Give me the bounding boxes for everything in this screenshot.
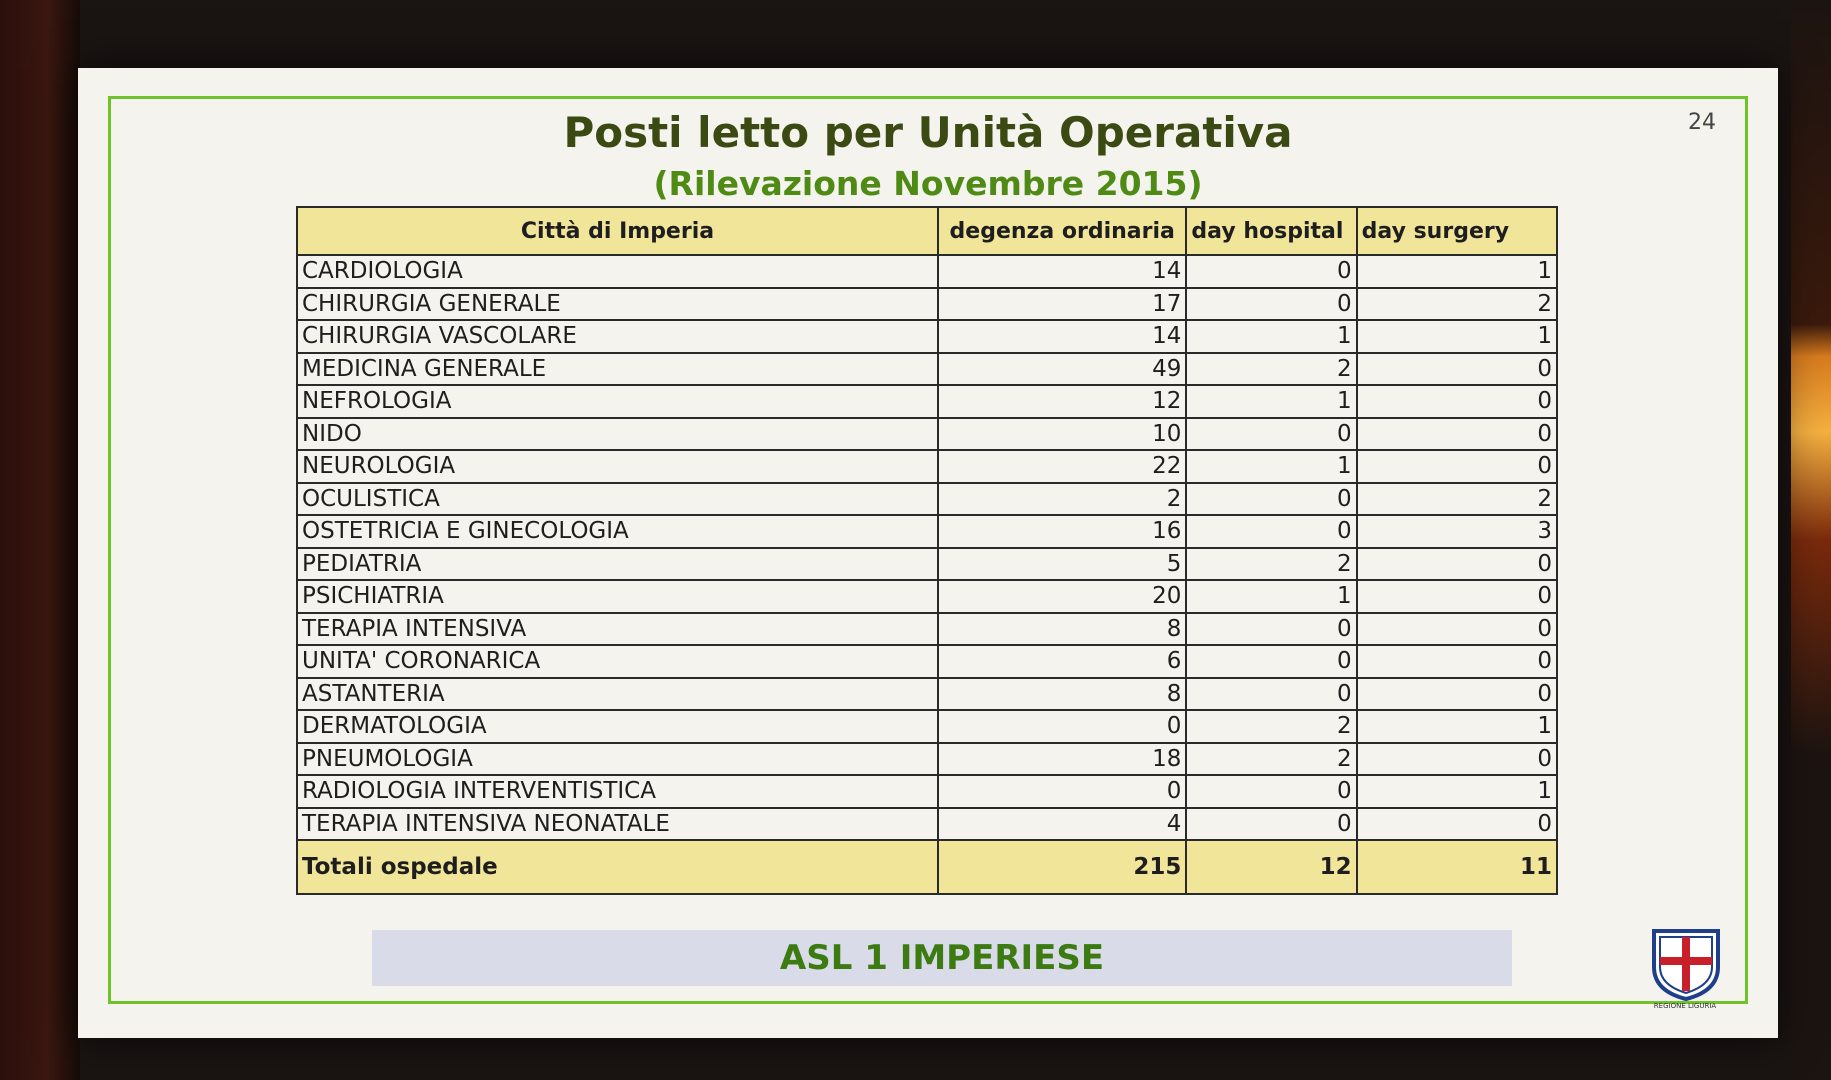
table-row [297, 580, 1557, 613]
day-hospital-cell: 1 [1186, 320, 1356, 353]
day-surgery-cell: 0 [1357, 678, 1557, 711]
unit-name-cell: OCULISTICA [297, 483, 938, 516]
day-surgery-cell: 0 [1357, 580, 1557, 613]
projection-screen [78, 68, 1778, 1038]
degenza-ordinaria-cell: 18 [938, 743, 1186, 776]
degenza-ordinaria-cell: 22 [938, 450, 1186, 483]
totals-day-hospital: 12 [1186, 840, 1356, 894]
table-row [297, 678, 1557, 711]
day-hospital-cell: 2 [1186, 710, 1356, 743]
regione-liguria-crest-icon [1646, 923, 1726, 1003]
degenza-ordinaria-cell: 16 [938, 515, 1186, 548]
day-surgery-cell: 1 [1357, 775, 1557, 808]
degenza-ordinaria-cell: 12 [938, 385, 1186, 418]
day-surgery-cell: 0 [1357, 353, 1557, 386]
table-header-row [297, 207, 1557, 255]
day-surgery-cell: 1 [1357, 710, 1557, 743]
beds-table [296, 206, 1558, 895]
totals-ordinaria: 215 [938, 840, 1186, 894]
table-row [297, 710, 1557, 743]
day-surgery-cell: 0 [1357, 613, 1557, 646]
logo-caption: REGIONE LIGURIA [1653, 1002, 1717, 1010]
day-hospital-cell: 0 [1186, 808, 1356, 841]
day-surgery-cell: 3 [1357, 515, 1557, 548]
degenza-ordinaria-cell: 8 [938, 613, 1186, 646]
table-row [297, 613, 1557, 646]
degenza-ordinaria-cell: 49 [938, 353, 1186, 386]
table-row [297, 808, 1557, 841]
footer-band: ASL 1 IMPERIESE [372, 930, 1512, 986]
degenza-ordinaria-cell: 14 [938, 255, 1186, 288]
day-hospital-cell: 1 [1186, 450, 1356, 483]
unit-name-cell: CHIRURGIA VASCOLARE [297, 320, 938, 353]
unit-name-cell: PNEUMOLOGIA [297, 743, 938, 776]
unit-name-cell: NEUROLOGIA [297, 450, 938, 483]
degenza-ordinaria-cell: 2 [938, 483, 1186, 516]
slide-title: Posti letto per Unità Operativa [563, 108, 1293, 157]
table-row [297, 743, 1557, 776]
day-surgery-cell: 0 [1357, 743, 1557, 776]
day-hospital-cell: 1 [1186, 385, 1356, 418]
totals-row [297, 840, 1557, 894]
unit-name-cell: NIDO [297, 418, 938, 451]
day-hospital-cell: 0 [1186, 288, 1356, 321]
unit-name-cell: MEDICINA GENERALE [297, 353, 938, 386]
degenza-ordinaria-cell: 20 [938, 580, 1186, 613]
degenza-ordinaria-cell: 10 [938, 418, 1186, 451]
totals-label: Totali ospedale [297, 840, 938, 894]
unit-name-cell: PEDIATRIA [297, 548, 938, 581]
degenza-ordinaria-cell: 5 [938, 548, 1186, 581]
day-hospital-cell: 0 [1186, 775, 1356, 808]
day-hospital-cell: 0 [1186, 645, 1356, 678]
table-row [297, 385, 1557, 418]
day-hospital-cell: 0 [1186, 613, 1356, 646]
unit-name-cell: TERAPIA INTENSIVA [297, 613, 938, 646]
room-background-left [0, 0, 80, 1080]
day-hospital-cell: 1 [1186, 580, 1356, 613]
table-row [297, 645, 1557, 678]
table-row [297, 483, 1557, 516]
day-surgery-cell: 1 [1357, 255, 1557, 288]
room-background-right [1791, 0, 1831, 1080]
day-hospital-cell: 0 [1186, 483, 1356, 516]
day-surgery-cell: 0 [1357, 385, 1557, 418]
table-body [297, 255, 1557, 840]
table-row [297, 515, 1557, 548]
table-row [297, 255, 1557, 288]
unit-name-cell: PSICHIATRIA [297, 580, 938, 613]
degenza-ordinaria-cell: 17 [938, 288, 1186, 321]
day-hospital-cell: 0 [1186, 418, 1356, 451]
day-surgery-cell: 0 [1357, 450, 1557, 483]
day-hospital-cell: 0 [1186, 678, 1356, 711]
slide-number: 24 [1688, 110, 1716, 135]
degenza-ordinaria-cell: 0 [938, 710, 1186, 743]
unit-name-cell: TERAPIA INTENSIVA NEONATALE [297, 808, 938, 841]
day-surgery-cell: 2 [1357, 288, 1557, 321]
table-row [297, 353, 1557, 386]
table-row [297, 320, 1557, 353]
table-row [297, 548, 1557, 581]
day-hospital-cell: 2 [1186, 743, 1356, 776]
degenza-ordinaria-cell: 8 [938, 678, 1186, 711]
day-surgery-cell: 1 [1357, 320, 1557, 353]
unit-name-cell: OSTETRICIA E GINECOLOGIA [297, 515, 938, 548]
day-hospital-cell: 0 [1186, 255, 1356, 288]
degenza-ordinaria-cell: 4 [938, 808, 1186, 841]
unit-name-cell: RADIOLOGIA INTERVENTISTICA [297, 775, 938, 808]
unit-name-cell: CHIRURGIA GENERALE [297, 288, 938, 321]
table-row [297, 775, 1557, 808]
unit-name-cell: NEFROLOGIA [297, 385, 938, 418]
table-row [297, 450, 1557, 483]
header-degenza-ordinaria: degenza ordinaria [938, 207, 1186, 255]
day-surgery-cell: 0 [1357, 418, 1557, 451]
degenza-ordinaria-cell: 6 [938, 645, 1186, 678]
totals-day-surgery: 11 [1357, 840, 1557, 894]
day-surgery-cell: 0 [1357, 645, 1557, 678]
day-hospital-cell: 0 [1186, 515, 1356, 548]
day-hospital-cell: 2 [1186, 353, 1356, 386]
table-row [297, 418, 1557, 451]
header-day-hospital: day hospital [1186, 207, 1356, 255]
slide-subtitle: (Rilevazione Novembre 2015) [653, 164, 1203, 203]
day-surgery-cell: 0 [1357, 548, 1557, 581]
day-hospital-cell: 2 [1186, 548, 1356, 581]
unit-name-cell: UNITA' CORONARICA [297, 645, 938, 678]
degenza-ordinaria-cell: 14 [938, 320, 1186, 353]
day-surgery-cell: 0 [1357, 808, 1557, 841]
unit-name-cell: ASTANTERIA [297, 678, 938, 711]
header-city: Città di Imperia [297, 207, 938, 255]
header-day-surgery: day surgery [1357, 207, 1557, 255]
unit-name-cell: DERMATOLOGIA [297, 710, 938, 743]
degenza-ordinaria-cell: 0 [938, 775, 1186, 808]
unit-name-cell: CARDIOLOGIA [297, 255, 938, 288]
day-surgery-cell: 2 [1357, 483, 1557, 516]
table-row [297, 288, 1557, 321]
